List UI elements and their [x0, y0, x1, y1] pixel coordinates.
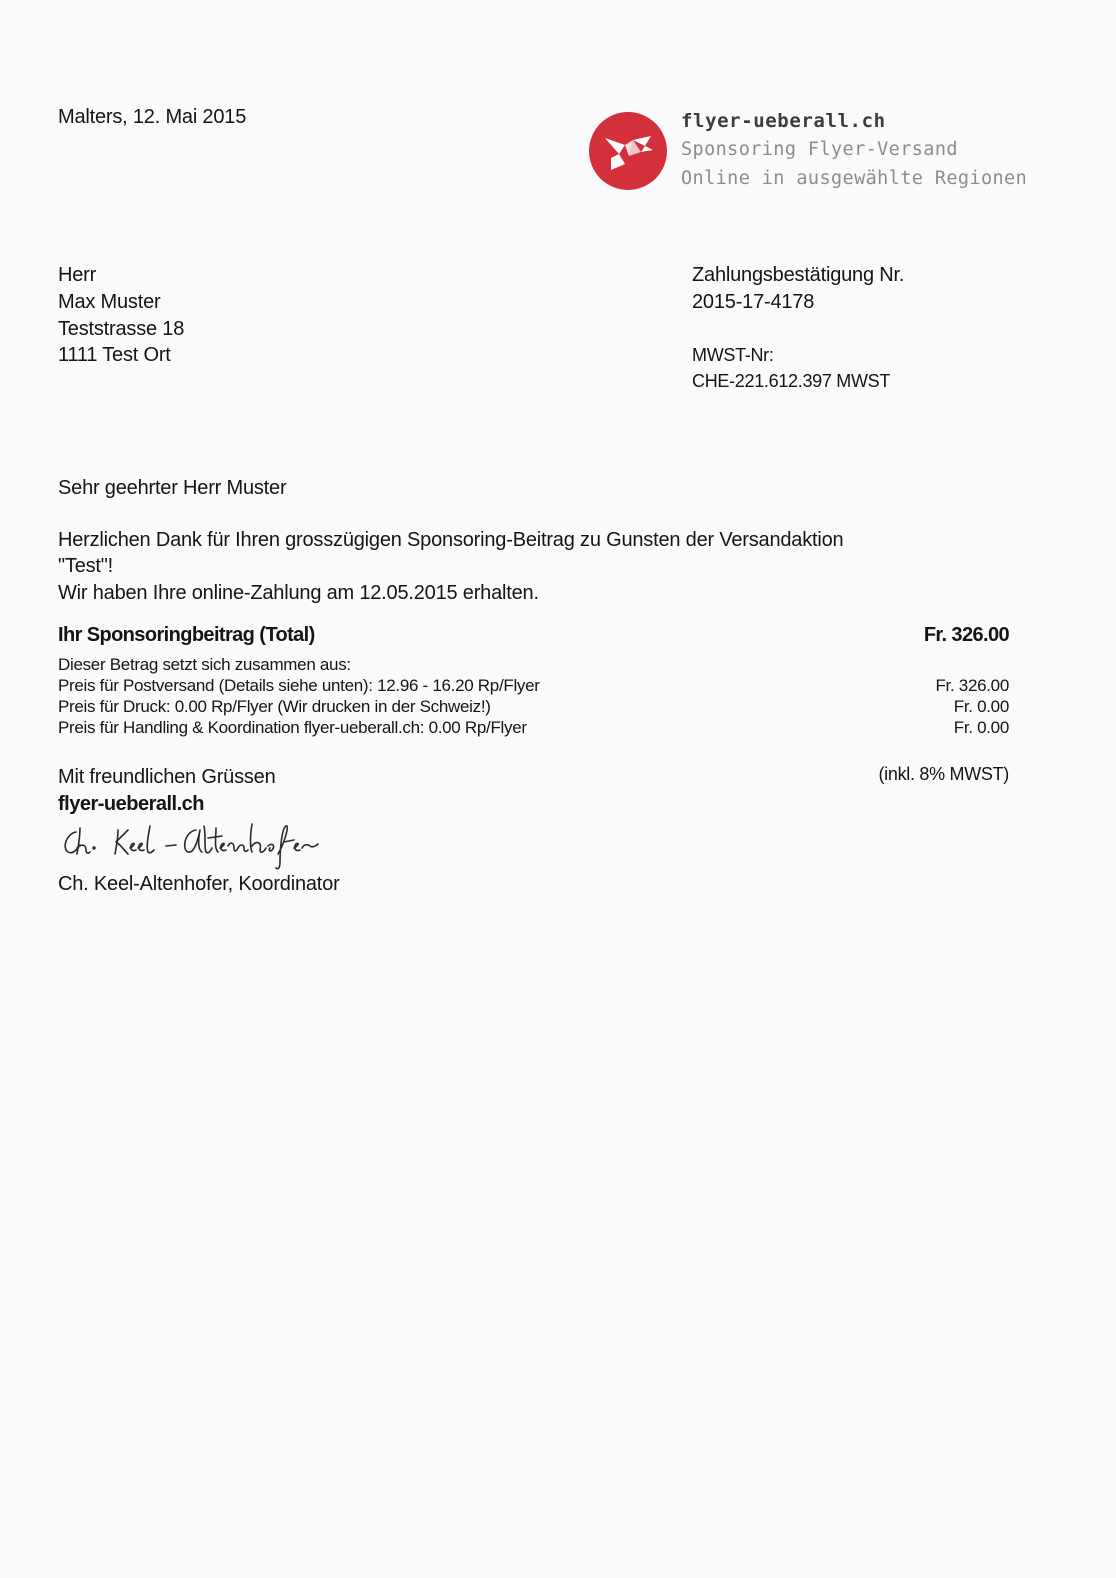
breakdown-item-label: Preis für Handling & Koordination flyer-ueberall.ch: 0.00 Rp/Flyer	[58, 718, 527, 737]
vat-note: (inkl. 8% MWST)	[878, 764, 1009, 784]
place-date: Malters, 12. Mai 2015	[58, 106, 247, 128]
body-line-1: Herzlichen Dank für Ihren grosszügigen Sponsoring-Beitrag zu Gunsten der Versandaktion	[58, 529, 844, 551]
breakdown-item-amount: Fr. 0.00	[953, 718, 1009, 737]
recipient-salutation: Herr	[58, 264, 97, 286]
total-label: Ihr Sponsoringbeitrag (Total)	[58, 624, 315, 646]
brand-tagline-1: Sponsoring Flyer-Versand	[681, 139, 958, 160]
body-line-2: "Test"!	[58, 555, 114, 577]
breakdown-item-label: Preis für Postversand (Details siehe unten): 12.96 - 16.20 Rp/Flyer	[58, 676, 540, 695]
body-line-3: Wir haben Ihre online-Zahlung am 12.05.2015 erhalten.	[58, 582, 539, 604]
brand-name: flyer-ueberall.ch	[681, 110, 886, 132]
recipient-street: Teststrasse 18	[58, 318, 185, 340]
vat-label: MWST-Nr:	[692, 345, 774, 365]
total-amount: Fr. 326.00	[923, 624, 1009, 646]
brand-tagline-2: Online in ausgewählte Regionen	[681, 168, 1028, 189]
closing-signer: Ch. Keel-Altenhofer, Koordinator	[58, 873, 340, 895]
closing-company: flyer-ueberall.ch	[58, 793, 205, 815]
recipient-city: 1111 Test Ort	[58, 344, 171, 366]
breakdown-item-amount: Fr. 326.00	[935, 676, 1009, 695]
greeting: Sehr geehrter Herr Muster	[58, 477, 287, 499]
closing-regards: Mit freundlichen Grüssen	[58, 766, 276, 788]
confirmation-label: Zahlungsbestätigung Nr.	[692, 264, 905, 286]
handwritten-signature-icon	[58, 818, 348, 878]
recipient-name: Max Muster	[58, 291, 161, 313]
breakdown-intro: Dieser Betrag setzt sich zusammen aus:	[58, 655, 351, 674]
breakdown-item-amount: Fr. 0.00	[953, 697, 1009, 716]
flyer-bird-logo-icon	[589, 112, 667, 190]
vat-number: CHE-221.612.397 MWST	[692, 371, 891, 391]
breakdown-item-label: Preis für Druck: 0.00 Rp/Flyer (Wir drucken in der Schweiz!)	[58, 697, 491, 716]
confirmation-number: 2015-17-4178	[692, 291, 815, 313]
